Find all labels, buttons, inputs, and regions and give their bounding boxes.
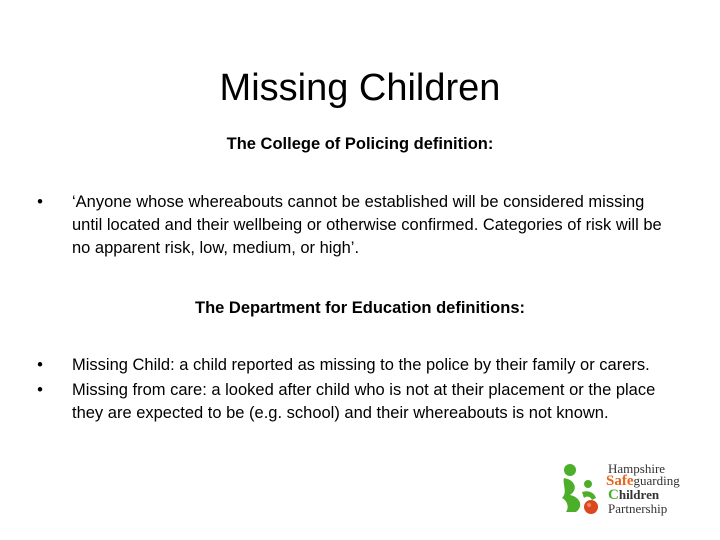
list-item <box>30 354 670 377</box>
logo-hildren-text: hildren <box>618 487 660 502</box>
figure-logo-icon <box>560 462 604 516</box>
bullet-text: Missing from care: a looked after child who is not at their placement or the place they are expected to be (e.g. school) and their whereabouts is not known. <box>72 381 656 422</box>
bullet-icon: • <box>37 356 43 374</box>
logo-safe-text: Safe <box>606 473 634 489</box>
bullet-icon: • <box>37 381 43 399</box>
hscp-logo <box>560 462 682 516</box>
logo-c-text: C <box>608 487 619 503</box>
section2-heading: The Department for Education definitions: <box>194 299 525 317</box>
logo-line-2 <box>606 474 680 488</box>
logo-line-3 <box>608 488 659 502</box>
section2-list <box>30 354 670 425</box>
bullet-text: Missing Child: a child reported as missing to the police by their family or carers. <box>72 356 650 374</box>
slide-title: Missing Children <box>219 67 501 109</box>
list-item <box>30 191 670 260</box>
logo-line-4: Partnership <box>608 501 668 516</box>
bullet-icon: • <box>37 193 43 211</box>
section1-heading: The College of Policing definition: <box>226 135 494 153</box>
logo-line-1: Hampshire <box>608 461 666 476</box>
section1-list <box>30 191 670 260</box>
list-item <box>30 379 670 425</box>
bullet-text: ‘Anyone whose whereabouts cannot be established will be considered missing until located and their wellbeing or otherwise confirmed. Categories of risk will be no apparent risk, low, medium, or high’. <box>72 193 662 257</box>
logo-guarding-text: guarding <box>633 473 680 488</box>
